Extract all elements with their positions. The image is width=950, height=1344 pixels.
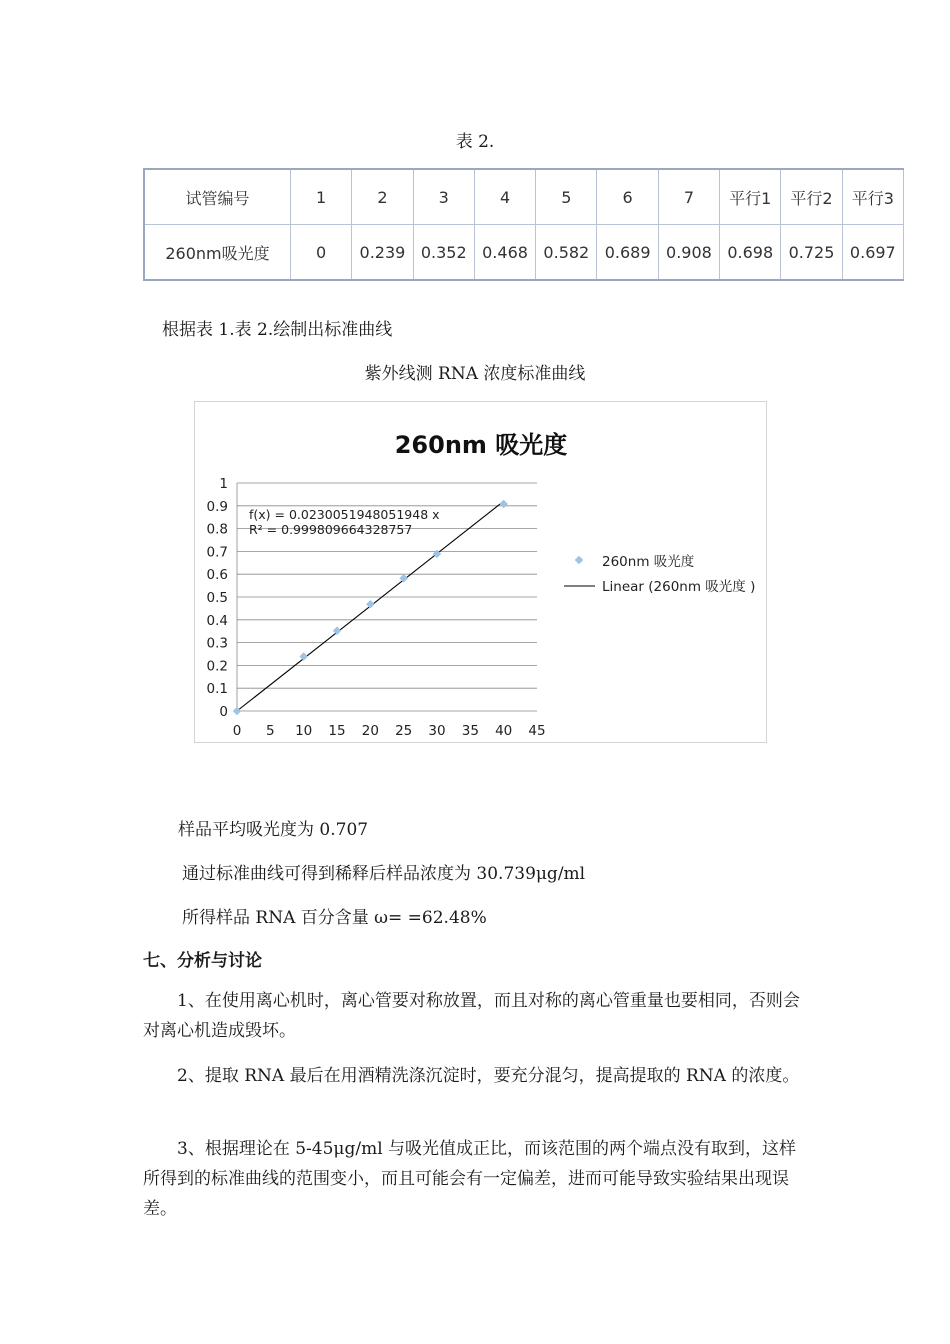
table-header-cell: 4 [474, 169, 535, 225]
y-tick-label: 0.9 [206, 498, 228, 515]
table-header-cell: 平行3 [842, 169, 903, 225]
discussion-paragraph: 2、提取 RNA 最后在用酒精洗涤沉淀时，要充分混匀，提高提取的 RNA 的浓度。 [177, 1066, 800, 1086]
percentage-text: 所得样品 RNA 百分含量 ω= =62.48% [182, 908, 487, 928]
data-point [299, 652, 307, 660]
y-tick-label: 0.5 [206, 590, 228, 606]
x-tick-label: 20 [361, 723, 379, 739]
trendline-equation: f(x) = 0.0230051948051948 x [249, 507, 440, 522]
y-tick-label: 0.4 [206, 612, 228, 629]
x-tick-label: 0 [232, 723, 242, 739]
data-point [366, 600, 374, 608]
data-point [333, 627, 341, 635]
absorbance-table [143, 168, 904, 281]
y-tick-label: 0 [219, 704, 228, 720]
table-cell: 0.689 [597, 225, 658, 281]
table-header-cell: 平行2 [781, 169, 842, 225]
table-cell: 0 [291, 225, 352, 281]
table-header-cell: 试管编号 [144, 169, 291, 225]
table-cell: 0.697 [842, 225, 903, 281]
table-header-cell: 6 [597, 169, 658, 225]
table-cell: 0.468 [474, 225, 535, 281]
discussion-paragraph: 1、在使用离心机时，离心管要对称放置，而且对称的离心管重量也要相同，否则会对离心机造成毁坏。 [143, 991, 800, 1041]
y-tick-label: 0.6 [206, 567, 228, 584]
legend-marker-scatter [575, 556, 583, 564]
table-cell: 260nm吸光度 [144, 225, 291, 281]
x-tick-label: 25 [395, 723, 413, 739]
table-header-cell: 5 [536, 169, 597, 225]
section-title: 七、分析与讨论 [143, 951, 262, 971]
intro-text: 根据表 1.表 2.绘制出标准曲线 [162, 320, 393, 340]
x-tick-label: 30 [428, 723, 446, 739]
table-header-row [144, 169, 904, 225]
legend [564, 553, 755, 595]
legend-label-trendline: Linear (260nm 吸光度 ) [602, 579, 756, 595]
table-cell: 0.352 [413, 225, 474, 281]
standard-curve-chart [194, 401, 767, 743]
table-header-cell: 平行1 [720, 169, 781, 225]
table-cell: 0.239 [352, 225, 413, 281]
chart-svg [195, 402, 768, 744]
table-header-cell: 3 [413, 169, 474, 225]
concentration-text: 通过标准曲线可得到稀释后样品浓度为 30.739μg/ml [182, 864, 586, 884]
y-tick-label: 0.1 [206, 681, 228, 698]
x-tick-label: 45 [528, 723, 546, 739]
legend-label-scatter: 260nm 吸光度 [602, 554, 695, 570]
y-tick-label: 1 [219, 476, 228, 492]
y-tick-label: 0.2 [206, 658, 228, 675]
data-point [499, 500, 507, 508]
chart-title: 260nm 吸光度 [394, 431, 568, 459]
chart-caption: 紫外线测 RNA 浓度标准曲线 [364, 364, 586, 384]
y-tick-label: 0.8 [206, 521, 228, 538]
x-tick-label: 15 [328, 723, 346, 739]
table-cell: 0.725 [781, 225, 842, 281]
table-header-cell: 1 [291, 169, 352, 225]
table-cell: 0.582 [536, 225, 597, 281]
trendline-r-squared: R² = 0.999809664328757 [249, 522, 413, 537]
table-caption: 表 2. [455, 132, 495, 152]
x-tick-label: 10 [295, 723, 313, 739]
y-tick-label: 0.7 [206, 544, 228, 561]
table-header-cell: 7 [658, 169, 719, 225]
table-cell: 0.908 [658, 225, 719, 281]
average-absorbance-text: 样品平均吸光度为 0.707 [178, 820, 369, 840]
table-header-cell: 2 [352, 169, 413, 225]
x-tick-label: 40 [495, 723, 513, 739]
data-point [399, 574, 407, 582]
x-tick-label: 35 [461, 723, 479, 739]
discussion-paragraph: 3、根据理论在 5-45μg/ml 与吸光值成正比，而该范围的两个端点没有取到，这样所得到的标准曲线的范围变小，而且可能会有一定偏差，进而可能导致实验结果出现误差。 [143, 1139, 797, 1219]
y-tick-label: 0.3 [206, 635, 228, 652]
table-row [144, 225, 904, 281]
x-tick-label: 5 [266, 723, 275, 739]
table-cell: 0.698 [720, 225, 781, 281]
